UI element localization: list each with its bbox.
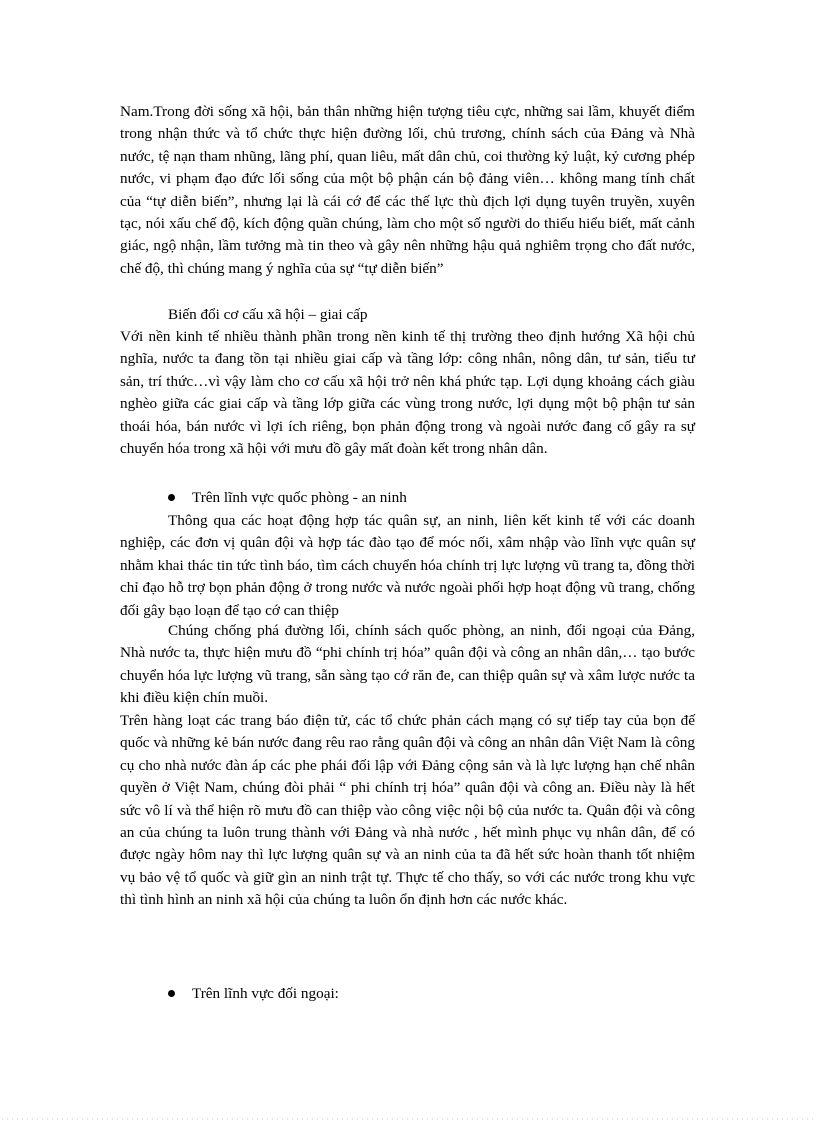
- heading-social-structure: Biến đổi cơ cấu xã hội – giai cấp: [168, 306, 368, 323]
- bullet-defense-label: Trên lĩnh vực quốc phòng - an ninh: [192, 489, 407, 506]
- paragraph-defense-policy: Chúng chống phá đường lối, chính sách quốc phòng, an ninh, đối ngoại của Đảng, Nhà nước ta, thực hiện mưu đồ “phi chính trị hóa” quân đội và công an nhân dân,… tạo bước chuyển hóa lực lượng vũ trang, sẵn sàng tạo cớ răn đe, can thiệp quân sự và xâm lược nước ta khi điều kiện chín muồi.: [120, 622, 695, 707]
- paragraph-depoliticization: Trên hàng loạt các trang báo điện tử, các tổ chức phản cách mạng có sự tiếp tay của bọn đế quốc và những kẻ bán nước đang rêu rao rằng quân đội và công an nhân dân Việt Nam là công cụ cho nhà nước đàn áp các phe phái đối lập với Đảng cộng sản và là lực lượng hạn chế nhân quyền ở Việt Nam, chúng đòi phải “ phi chính trị hóa” quân đội và công an. Điều này là hết sức vô lí và thể hiện rõ mưu đồ can thiệp vào công việc nội bộ của nước ta. Quân đội và công an của chúng ta luôn trung thành với Đảng và nhà nước , hết mình phục vụ nhân dân, để có được ngày hôm nay thì lực lượng quân sự và an ninh của ta đã hết sức hoàn thanh tốt nhiệm vụ bảo vệ tổ quốc và giữ gìn an ninh trật tự. Thực tế cho thấy, so với các nước trong khu vực thì tình hình an ninh xã hội của chúng ta luôn ổn định hơn các nước khác.: [120, 712, 695, 909]
- bullet-dot-icon: [168, 494, 175, 501]
- page-bottom-divider: [0, 1118, 816, 1120]
- paragraph-negative-phenomena: Nam.Trong đời sống xã hội, bản thân những hiện tượng tiêu cực, những sai lầm, khuyết điểm trong nhận thức và tổ chức thực hiện đường lối, chủ trương, chính sách của Đảng và Nhà nước, tệ nạn tham nhũng, lãng phí, quan liêu, mất dân chủ, coi thường kỷ luật, kỷ cương phép nước, vi phạm đạo đức lối sống của một bộ phận cán bộ đảng viên… không mang tính chất của “tự diễn biến”, nhưng lại là cái cớ để các thế lực thù địch lợi dụng tuyên truyền, xuyên tạc, nói xấu chế độ, kích động quần chúng, làm cho một số người do thiếu hiểu biết, mất cảnh giác, ngộ nhận, lầm tưởng mà tin theo và gây nên những hậu quả nghiêm trọng cho đất nước, chế độ, thì chúng mang ý nghĩa của sự “tự diễn biến”: [120, 103, 695, 277]
- bullet-foreign-affairs: [168, 983, 339, 1005]
- bullet-dot-icon: [168, 990, 175, 997]
- paragraph-social-structure: Với nền kinh tế nhiều thành phần trong nền kinh tế thị trường theo định hướng Xã hội chủ nghĩa, nước ta đang tồn tại nhiều giai cấp và tầng lớp: công nhân, nông dân, tư sản, tiểu tư sản, trí thức…vì vậy làm cho cơ cấu xã hội trở nên khá phức tạp. Lợi dụng khoảng cách giàu nghèo giữa các giai cấp và tầng lớp giữa các vùng trong nước, lợi dụng một bộ phận tư sản thoái hóa, bán nước vì lợi ích riêng, bọn phản động trong và ngoài nước đang cố gây ra sự chuyển hóa trong xã hội với mưu đồ gây mất đoàn kết trong nhân dân.: [120, 328, 695, 458]
- paragraph-military-cooperation: Thông qua các hoạt động hợp tác quân sự, an ninh, liên kết kinh tế với các doanh nghiệp, các đơn vị quân đội và hợp tác đào tạo để móc nối, xâm nhập vào lĩnh vực quân sự nhằm khai thác tin tức tình báo, tìm cách chuyển hóa chính trị lực lượng vũ trang ta, đồng thời chỉ đạo hỗ trợ bọn phản động ở trong nước và nước ngoài phối hợp hoạt động vũ trang, chống đối gây bạo loạn để tạo cớ can thiệp: [120, 512, 695, 619]
- bullet-defense-security: [168, 487, 407, 509]
- bullet-foreign-label: Trên lĩnh vực đối ngoại:: [192, 985, 339, 1002]
